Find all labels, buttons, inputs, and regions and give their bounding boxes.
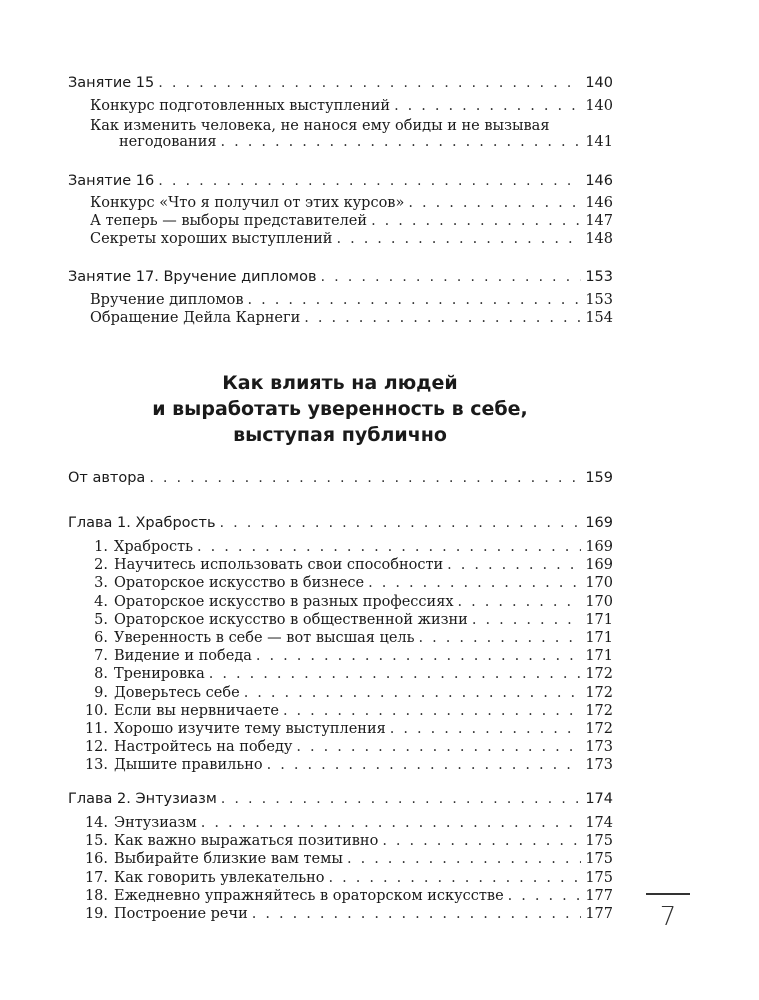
toc-entry-page: 175 — [585, 833, 613, 850]
toc-numbered-item — [68, 684, 613, 702]
toc-numbered-item — [68, 538, 613, 556]
toc-numbered-item — [68, 887, 613, 905]
leader-dots — [472, 612, 581, 628]
leader-dots — [347, 851, 581, 867]
toc-entry-label: Глава 2. Энтузиазм — [68, 791, 217, 807]
toc-entry-lesson-15 — [68, 75, 613, 91]
item-title: Научитесь использовать свои способности — [114, 557, 444, 574]
leader-dots — [394, 98, 581, 114]
toc-entry-label — [68, 556, 443, 574]
leader-dots — [382, 833, 581, 849]
toc-entry-lesson-17 — [68, 269, 613, 285]
leader-dots — [158, 75, 581, 91]
item-number: 4. — [94, 593, 108, 610]
leader-dots — [209, 666, 582, 682]
toc-entry-label — [68, 887, 504, 905]
item-number: 19. — [84, 906, 108, 922]
item-number: 17. — [84, 869, 108, 886]
toc-entry-label — [68, 905, 248, 923]
toc-entry-label — [68, 832, 378, 850]
toc-entry-label — [68, 869, 325, 887]
leader-dots — [283, 703, 581, 719]
item-number: 7. — [94, 648, 108, 665]
section-title — [0, 370, 680, 448]
toc-entry-page: 170 — [585, 575, 613, 592]
toc-numbered-item — [68, 556, 613, 574]
toc-numbered-item — [68, 814, 613, 832]
item-number: 1. — [94, 539, 108, 555]
toc-entry-page: 148 — [585, 231, 613, 247]
item-title: Хорошо изучите тему выступления — [114, 721, 386, 737]
item-title: Тренировка — [114, 666, 205, 683]
toc-numbered-item — [68, 665, 613, 683]
leader-dots — [149, 470, 581, 486]
toc-numbered-item — [68, 850, 613, 868]
toc-entry-page: 147 — [585, 213, 613, 229]
toc-entry-label: Занятие 17. Вручение дипломов — [68, 269, 317, 285]
toc-entry-label — [68, 593, 454, 611]
toc-subentry — [90, 231, 613, 247]
toc-subentry — [90, 292, 613, 308]
toc-entry-label — [68, 756, 263, 774]
item-title: Ораторское искусство в общественной жизни — [114, 611, 468, 628]
toc-entry-page: 159 — [585, 470, 613, 486]
toc-entry-label — [68, 850, 343, 868]
toc-entry-page: 141 — [585, 134, 613, 150]
toc-numbered-item — [68, 593, 613, 611]
toc-entry-page: 177 — [585, 906, 613, 922]
toc-entry-page: 172 — [585, 721, 613, 737]
item-number: 9. — [94, 684, 108, 701]
toc-entry-author — [68, 470, 613, 486]
toc-entry-page: 146 — [585, 173, 613, 189]
toc-entry-chapter-2 — [68, 791, 613, 807]
item-title: Как говорить увлекательно — [114, 869, 325, 886]
toc-entry-label — [68, 647, 252, 665]
leader-dots — [244, 685, 582, 701]
item-title: Построение речи — [114, 906, 248, 922]
toc-numbered-item — [68, 720, 613, 738]
section-title-line: и выработать уверенность в себе, — [152, 398, 528, 420]
toc-entry-page: 153 — [585, 269, 613, 285]
toc-entry-label — [68, 684, 240, 702]
item-title: Уверенность в себе — вот высшая цель — [114, 630, 415, 646]
leader-dots — [296, 739, 581, 755]
toc-entry-label — [68, 738, 292, 756]
page-number: 7 — [659, 902, 677, 932]
toc-entry-label: А теперь — выборы представителей — [90, 213, 368, 229]
toc-entry-label-line1: Как изменить человека, не нанося ему обиды и не вызывая — [90, 118, 550, 134]
item-number: 12. — [84, 739, 108, 756]
toc-entry-label — [68, 814, 197, 832]
toc-entry-page: 154 — [585, 310, 613, 326]
toc-numbered-item — [68, 647, 613, 665]
leader-dots — [390, 721, 582, 737]
toc-entry-label — [68, 538, 193, 556]
toc-entry-label: Конкурс подготовленных выступлений — [90, 98, 391, 114]
item-number: 14. — [84, 815, 108, 831]
leader-dots — [221, 791, 582, 807]
toc-entry-page: 175 — [585, 869, 613, 886]
toc-entry-label — [68, 611, 468, 629]
toc-entry-page: 172 — [585, 666, 613, 683]
leader-dots — [508, 888, 582, 904]
leader-dots — [221, 134, 582, 150]
toc-entry-label-line2: негодования — [119, 134, 217, 150]
item-number: 11. — [84, 721, 108, 737]
toc-entry-label: Секреты хороших выступлений — [90, 231, 333, 247]
toc-entry-label: Конкурс «Что я получил от этих курсов» — [90, 195, 405, 211]
toc-entry-label — [68, 702, 279, 720]
toc-entry-page: 169 — [585, 539, 613, 555]
toc-entry-page: 175 — [585, 851, 613, 868]
toc-entry-page: 170 — [585, 593, 613, 610]
toc-numbered-item — [68, 832, 613, 850]
toc-entry-page: 173 — [585, 757, 613, 774]
toc-subentry — [90, 310, 613, 326]
item-title: Ежедневно упражняйтесь в ораторском искусстве — [114, 887, 504, 904]
item-number: 3. — [94, 575, 108, 592]
toc-subentry — [90, 98, 613, 114]
toc-entry-page: 172 — [585, 702, 613, 719]
item-title: Видение и победа — [114, 648, 252, 665]
toc-entry-page: 171 — [585, 630, 613, 646]
item-title: Доверьтесь себе — [114, 684, 240, 701]
leader-dots — [220, 515, 582, 531]
leader-dots — [201, 815, 582, 831]
toc-entry-page: 169 — [585, 515, 613, 531]
leader-dots — [447, 557, 581, 573]
item-title: Дышите правильно — [114, 757, 263, 774]
leader-dots — [158, 173, 581, 189]
toc-numbered-item — [68, 738, 613, 756]
toc-numbered-item — [68, 869, 613, 887]
page-number-rule — [646, 893, 690, 895]
leader-dots — [256, 648, 581, 664]
leader-dots — [368, 575, 581, 591]
leader-dots — [304, 310, 581, 326]
toc-numbered-item — [68, 905, 613, 923]
toc-subentry — [119, 134, 613, 150]
item-number: 15. — [84, 833, 108, 850]
leader-dots — [248, 292, 582, 308]
toc-entry-label — [68, 720, 386, 738]
item-number: 13. — [84, 757, 108, 774]
toc-numbered-item — [68, 702, 613, 720]
section-title-line: выступая публично — [233, 424, 447, 446]
toc-entry-chapter-1 — [68, 515, 613, 531]
toc-entry-label: От автора — [68, 470, 146, 486]
toc-subentry — [90, 213, 613, 229]
toc-entry-label: Глава 1. Храбрость — [68, 515, 216, 531]
section-title-line: Как влиять на людей — [222, 372, 458, 394]
toc-numbered-item — [68, 574, 613, 592]
toc-entry-page: 140 — [585, 75, 613, 91]
toc-entry-label — [68, 574, 364, 592]
item-title: Как важно выражаться позитивно — [114, 833, 379, 850]
toc-numbered-item — [68, 629, 613, 647]
toc-entry-page: 172 — [585, 684, 613, 701]
toc-entry-label — [68, 665, 205, 683]
leader-dots — [267, 757, 582, 773]
toc-entry-page: 177 — [585, 887, 613, 904]
toc-subentry — [90, 195, 613, 211]
toc-numbered-item — [68, 756, 613, 774]
toc-entry-lesson-16 — [68, 173, 613, 189]
leader-dots — [329, 870, 582, 886]
toc-entry-page: 174 — [585, 815, 613, 831]
toc-entry-page: 174 — [585, 791, 613, 807]
toc-entry-page: 171 — [585, 611, 613, 628]
toc-entry-page: 146 — [585, 195, 613, 211]
leader-dots — [252, 906, 582, 922]
item-number: 10. — [84, 702, 108, 719]
toc-entry-label: Вручение дипломов — [90, 292, 244, 308]
item-title: Если вы нервничаете — [114, 702, 279, 719]
toc-entry-label: Занятие 16 — [68, 173, 155, 189]
toc-entry-label: Обращение Дейла Карнеги — [90, 310, 301, 326]
toc-entry-page: 169 — [585, 557, 613, 574]
leader-dots — [336, 231, 581, 247]
item-number: 2. — [94, 557, 108, 574]
item-title: Энтузиазм — [114, 815, 197, 831]
item-number: 6. — [94, 630, 108, 646]
item-number: 8. — [94, 666, 108, 683]
leader-dots — [408, 195, 581, 211]
toc-numbered-item — [68, 611, 613, 629]
item-title: Ораторское искусство в бизнесе — [114, 575, 365, 592]
leader-dots — [197, 539, 581, 555]
toc-entry-page: 153 — [585, 292, 613, 308]
toc-entry-label — [68, 629, 415, 647]
toc-entry-label: Занятие 15 — [68, 75, 155, 91]
item-title: Выбирайте близкие вам темы — [114, 851, 343, 868]
item-title: Ораторское искусство в разных профессиях — [114, 593, 454, 610]
leader-dots — [321, 269, 582, 285]
item-title: Храбрость — [114, 539, 194, 555]
leader-dots — [458, 594, 582, 610]
item-number: 18. — [84, 887, 108, 904]
leader-dots — [371, 213, 581, 229]
toc-entry-page: 171 — [585, 648, 613, 665]
item-number: 5. — [94, 611, 108, 628]
toc-entry-page: 173 — [585, 739, 613, 756]
toc-entry-page: 140 — [585, 98, 613, 114]
item-number: 16. — [84, 851, 108, 868]
leader-dots — [419, 630, 582, 646]
item-title: Настройтесь на победу — [114, 739, 293, 756]
